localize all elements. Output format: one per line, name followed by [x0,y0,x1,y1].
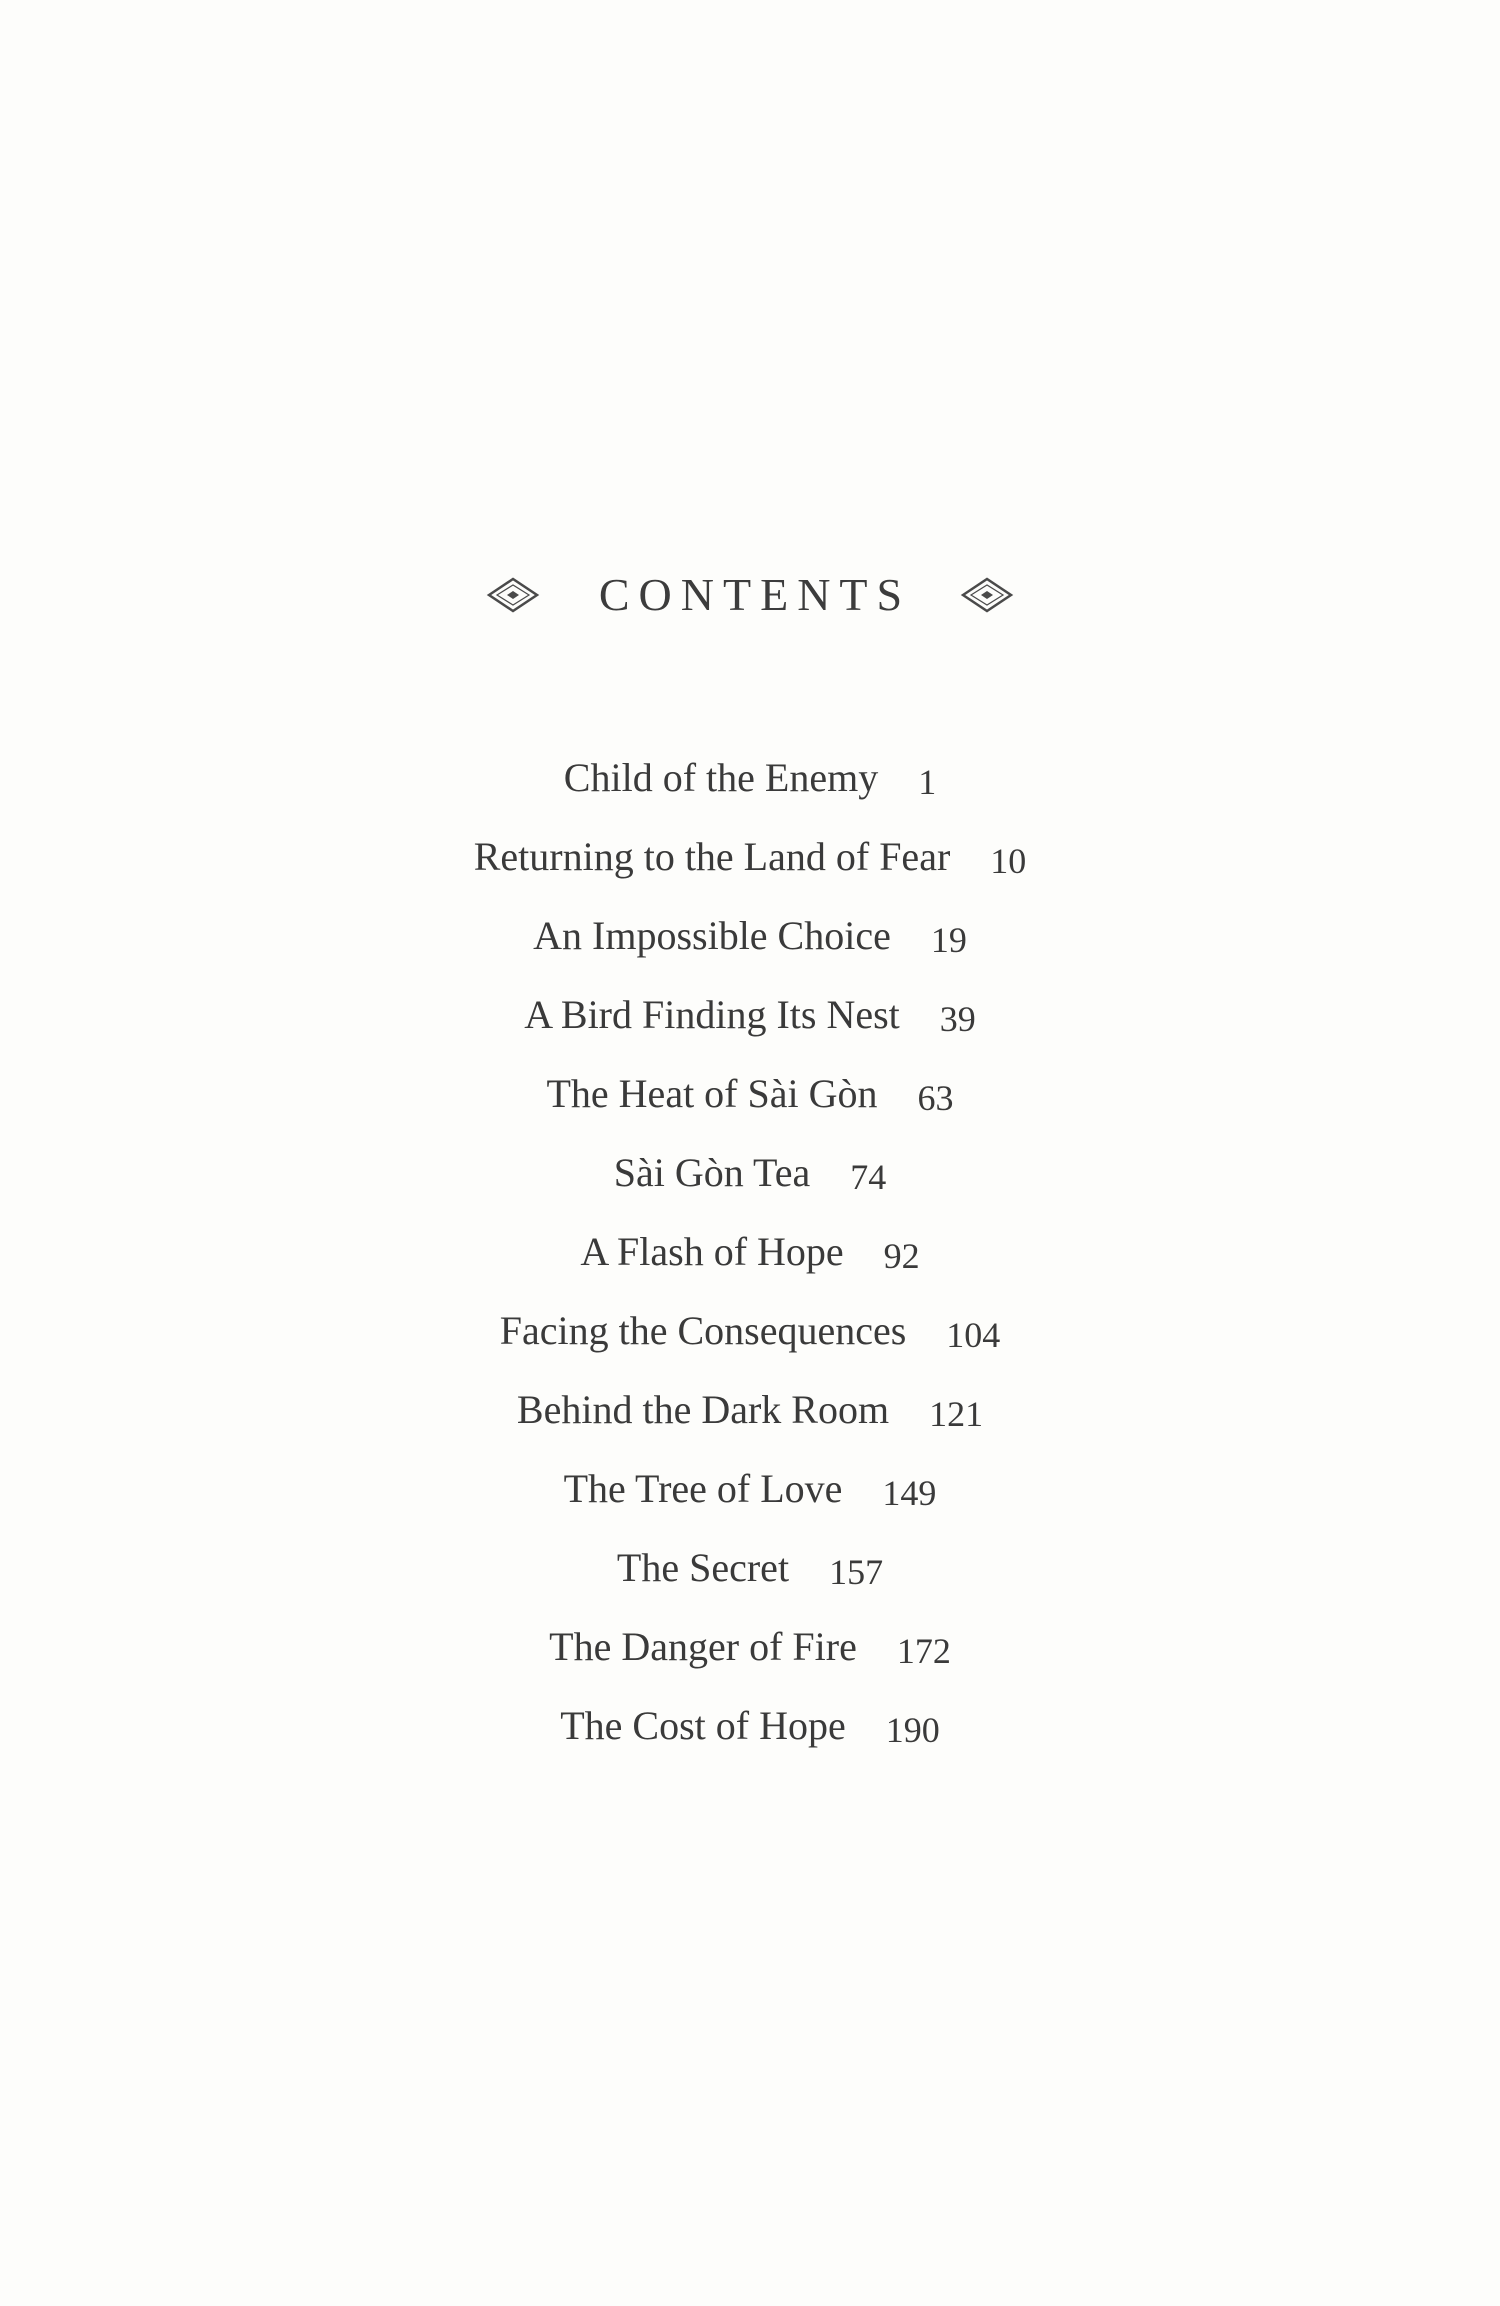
chapter-page-number: 39 [939,998,976,1039]
chapter-page-number: 121 [929,1393,984,1434]
diamond-ornament-left-icon [485,575,541,615]
chapter-title: Child of the Enemy [563,754,879,800]
chapter-title: Returning to the Land of Fear [473,833,951,879]
chapter-title: The Cost of Hope [560,1702,846,1748]
table-of-contents [0,738,1500,1765]
diamond-ornament-right-icon [959,575,1015,615]
chapter-page-number: 92 [883,1235,920,1276]
toc-entry[interactable] [0,1133,1500,1212]
toc-entry[interactable] [0,1686,1500,1765]
toc-entry[interactable] [0,1291,1500,1370]
chapter-title: Sài Gòn Tea [613,1149,811,1195]
chapter-title: Facing the Consequences [499,1307,907,1353]
chapter-page-number: 63 [917,1077,954,1118]
chapter-page-number: 104 [946,1314,1001,1355]
toc-entry[interactable] [0,817,1500,896]
toc-entry[interactable] [0,975,1500,1054]
contents-heading [0,560,1500,630]
page-title: CONTENTS [598,569,912,620]
chapter-title: A Bird Finding Its Nest [524,991,900,1037]
toc-entry[interactable] [0,1607,1500,1686]
chapter-title: The Secret [616,1544,790,1590]
toc-entry[interactable] [0,1370,1500,1449]
chapter-page-number: 149 [882,1472,937,1513]
toc-entry[interactable] [0,896,1500,975]
chapter-title: An Impossible Choice [533,912,891,958]
chapter-page-number: 19 [930,919,967,960]
chapter-page-number: 1 [918,761,937,802]
chapter-title: The Tree of Love [563,1465,843,1511]
chapter-page-number: 74 [850,1156,887,1197]
toc-entry[interactable] [0,1212,1500,1291]
chapter-title: The Heat of Sài Gòn [546,1070,878,1116]
toc-entry[interactable] [0,1054,1500,1133]
chapter-page-number: 172 [896,1630,951,1671]
toc-entry[interactable] [0,1528,1500,1607]
toc-entry[interactable] [0,738,1500,817]
chapter-page-number: 190 [885,1709,940,1750]
chapter-page-number: 10 [990,840,1027,881]
chapter-page-number: 157 [829,1551,884,1592]
chapter-title: A Flash of Hope [580,1228,844,1274]
toc-entry[interactable] [0,1449,1500,1528]
chapter-title: Behind the Dark Room [516,1386,890,1432]
chapter-title: The Danger of Fire [549,1623,857,1669]
